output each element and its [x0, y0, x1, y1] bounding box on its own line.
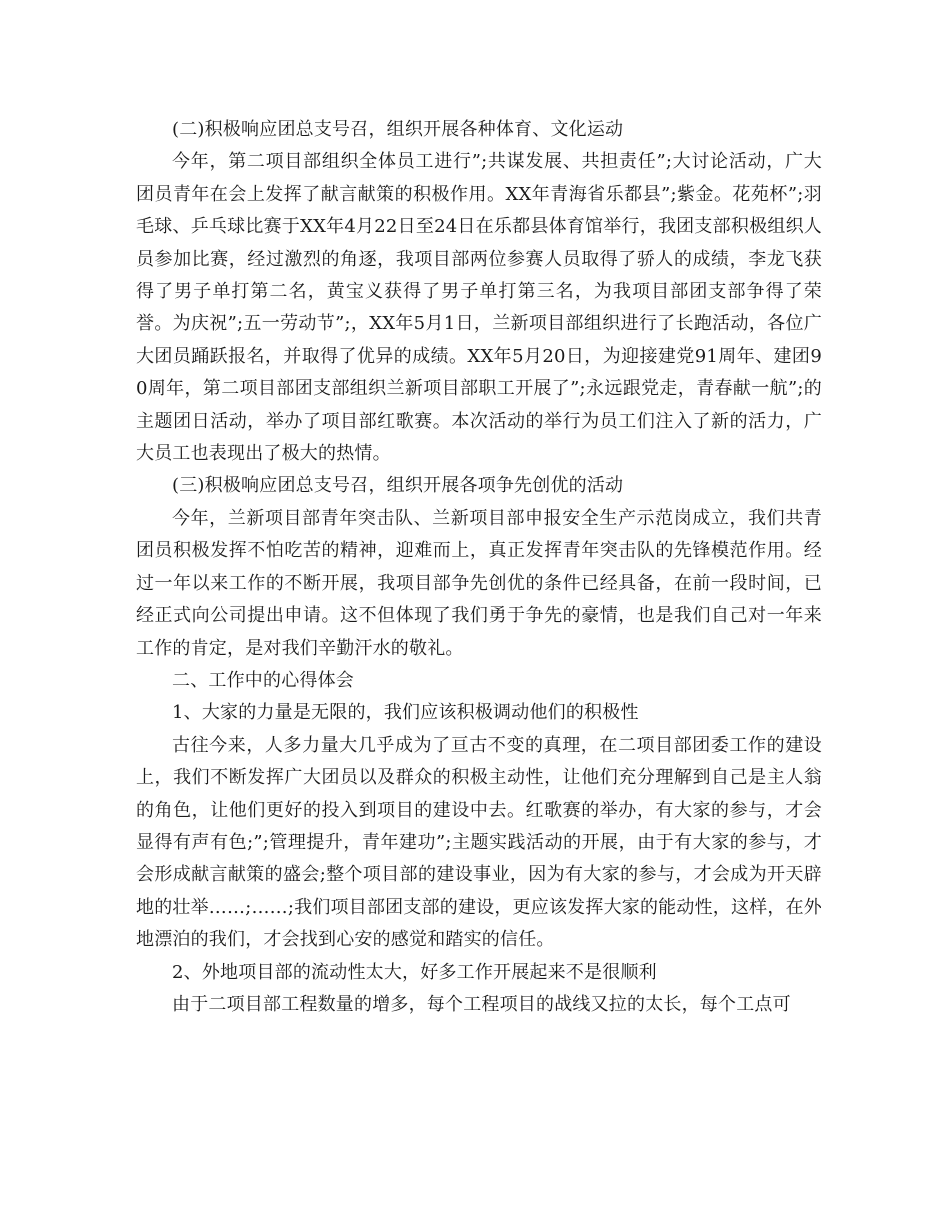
- section-heading-experience: 二、工作中的心得体会: [172, 669, 354, 691]
- paragraph-collective-strength: 古往今来，人多力量大几乎成为了亘古不变的真理，在二项目部团委工作的建设上，我们不断发挥广大团员以及群众的积极主动性，让他们充分理解到自己是主人翁的角色，让他们更好的投入到项目的建设中去。红歌赛的举办，有大家的参与，才会显得有声有色;”;管理提升，青年建功”;主题实践活动的开展，由于有大家的参与，才会形成献言献策的盛会;整个项目部的建设事业，因为有大家的参与，才会成为开天辟地的壮举……;……;我们项目部团支部的建设，更应该发挥大家的能动性，这样，在外地漂泊的我们，才会找到心安的感觉和踏实的信任。: [136, 734, 822, 951]
- subheading-mobility: 2、外地项目部的流动性太大，好多工作开展起来不是很顺利: [172, 961, 657, 983]
- section-heading-excellence: (三)积极响应团总支号召，组织开展各项争先创优的活动: [172, 475, 624, 497]
- paragraph-activities: 今年，第二项目部组织全体员工进行”;共谋发展、共担责任”;大讨论活动，广大团员青年在会上发挥了献言献策的积极作用。XX年青海省乐都县”;紫金。花苑杯”;羽毛球、乒乓球比赛于XX年4月22日至24日在乐都县体育馆举行，我团支部积极组织人员参加比赛，经过激烈的角逐，我项目部两位参赛人员取得了骄人的成绩，李龙飞获得了男子单打第二名，黄宝义获得了男子单打第三名，为我项目部团支部争得了荣誉。为庆祝”;五一劳动节”;，XX年5月1日，兰新项目部组织进行了长跑活动，各位广大团员踊跃报名，并取得了优异的成绩。XX年5月20日，为迎接建党91周年、建团90周年，第二项目部团支部组织兰新项目部职工开展了”;永远跟党走，青春献一航”;的主题团日活动，举办了项目部红歌赛。本次活动的举行为员工们注入了新的活力，广大员工也表现出了极大的热情。: [136, 151, 822, 465]
- paragraph-youth-commando: 今年，兰新项目部青年突击队、兰新项目部申报安全生产示范岗成立，我们共青团员积极发挥不怕吃苦的精神，迎难而上，真正发挥青年突击队的先锋模范作用。经过一年以来工作的不断开展，我项目部争先创优的条件已经具备，在前一段时间，已经正式向公司提出申请。这不但体现了我们勇于争先的豪情，也是我们自己对一年来工作的肯定，是对我们辛勤汗水的敬礼。: [136, 507, 822, 659]
- paragraph-mobility: 由于二项目部工程数量的增多，每个工程项目的战线又拉的太长，每个工点可: [172, 993, 791, 1015]
- document-body: [136, 114, 822, 1021]
- subheading-collective-strength: 1、大家的力量是无限的，我们应该积极调动他们的积极性: [172, 702, 639, 724]
- section-heading-sports-culture: (二)积极响应团总支号召，组织开展各种体育、文化运动: [172, 119, 624, 140]
